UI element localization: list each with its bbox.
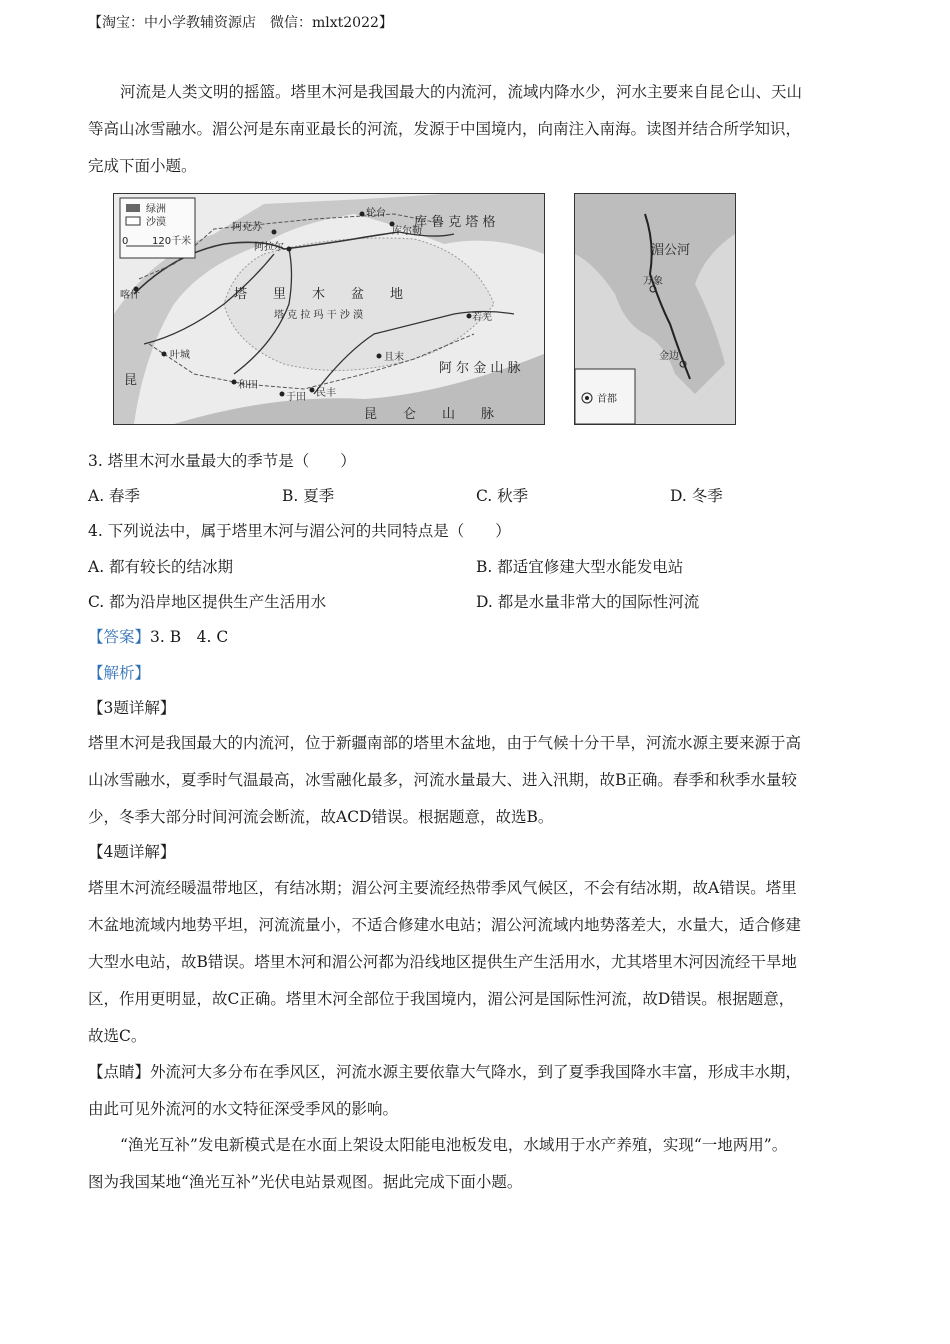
q3-stem: 3. 塔里木河水量最大的季节是（ ） bbox=[88, 452, 356, 470]
label-tarim-basin: 塔 里 木 盆 地 bbox=[234, 287, 404, 302]
q4-option-a: A. 都有较长的结冰期 bbox=[88, 558, 234, 576]
detail4-line-5: 故选C。 bbox=[88, 1027, 147, 1045]
q4-option-c: C. 都为沿岸地区提供生产生活用水 bbox=[88, 593, 327, 611]
detail4-line-4: 区，作用更明显，故C正确。塔里木河全部位于我国境内，湄公河是国际性河流，故D错误。根据题意， bbox=[88, 990, 795, 1008]
city-hetian: 和田 bbox=[238, 380, 258, 391]
q3-option-c: C. 秋季 bbox=[476, 487, 529, 505]
city-ruoqiang: 若羌 bbox=[472, 312, 492, 323]
detail3-title: 【3题详解】 bbox=[88, 699, 176, 717]
next-line-1: “渔光互补”发电新模式是在水面上架设太阳能电池板发电，水域用于水产养殖，实现“一地两用”。 bbox=[120, 1136, 788, 1154]
detail4-title: 【4题详解】 bbox=[88, 843, 176, 861]
tip-line-1: 【点睛】外流河大多分布在季风区，河流水源主要依靠大气降水，到了夏季我国降水丰富，形成丰水期， bbox=[88, 1063, 802, 1081]
city-kuerle: 库尔勒 bbox=[392, 226, 422, 237]
answer-text: 3. B 4. C bbox=[150, 628, 229, 646]
label-mekong: 湄公河 bbox=[651, 243, 691, 258]
q4-stem: 4. 下列说法中，属于塔里木河与湄公河的共同特点是（ ） bbox=[88, 522, 511, 540]
label-kunlun: 昆 仑 山 脉 bbox=[364, 407, 495, 422]
intro-line-1: 河流是人类文明的摇篮。塔里木河是我国最大的内流河，流域内降水少，河水主要来自昆仑山、天山 bbox=[120, 83, 803, 101]
svg-text:0: 0 bbox=[122, 236, 129, 247]
city-luntai: 轮台 bbox=[366, 208, 386, 219]
legend-oasis: 绿洲 bbox=[146, 204, 166, 215]
city-qiemo: 且末 bbox=[384, 352, 404, 363]
city-phnompenh: 金边 bbox=[659, 351, 679, 362]
detail4-line-3: 大型水电站，故B错误。塔里木河和湄公河都为沿线地区提供生产生活用水，尤其塔里木河因流经干旱地 bbox=[88, 953, 797, 971]
next-line-2: 图为我国某地“渔光互补”光伏电站景观图。据此完成下面小题。 bbox=[88, 1173, 523, 1191]
page-header: 【淘宝：中小学教辅资源店 微信：mlxt2022】 bbox=[88, 15, 393, 31]
label-taklamakan: 塔 克 拉 玛 干 沙 漠 bbox=[274, 310, 364, 321]
q3-option-a: A. 春季 bbox=[88, 487, 141, 505]
tarim-basin-map bbox=[113, 193, 545, 425]
city-yecheng: 叶城 bbox=[170, 350, 190, 361]
detail3-line-1: 塔里木河是我国最大的内流河，位于新疆南部的塔里木盆地，由于气候十分干旱，河流水源主要来源于高 bbox=[88, 734, 802, 752]
label-altun: 阿 尔 金 山 脉 bbox=[439, 361, 521, 376]
intro-line-2: 等高山冰雪融水。湄公河是东南亚最长的河流，发源于中国境内，向南注入南海。读图并结合所学知识， bbox=[88, 120, 802, 138]
answer-line bbox=[88, 625, 228, 647]
answer-label: 【答案】 bbox=[88, 628, 151, 646]
q3-option-d: D. 冬季 bbox=[670, 487, 723, 505]
city-kashi: 喀什 bbox=[120, 290, 140, 301]
intro-line-3: 完成下面小题。 bbox=[88, 157, 197, 175]
legend-desert: 沙漠 bbox=[146, 217, 166, 228]
mekong-map bbox=[574, 193, 736, 425]
detail3-line-2: 山冰雪融水，夏季时气温最高，冰雪融化最多，河流水量最大、进入汛期，故B正确。春季和秋季水量较 bbox=[88, 771, 797, 789]
city-akesu: 阿克苏 bbox=[232, 222, 262, 233]
q4-option-b: B. 都适宜修建大型水能发电站 bbox=[476, 558, 684, 576]
detail4-line-1: 塔里木河流经暖温带地区，有结冰期；湄公河主要流经热带季风气候区，不会有结冰期，故A错误。塔里 bbox=[88, 879, 797, 897]
label-kunlun-left: 昆 bbox=[124, 373, 138, 388]
city-minfeng: 民丰 bbox=[316, 388, 336, 399]
label-kuruktag: 库 鲁 克 塔 格 bbox=[414, 215, 496, 230]
q4-option-d: D. 都是水量非常大的国际性河流 bbox=[476, 593, 700, 611]
q3-option-b: B. 夏季 bbox=[282, 487, 335, 505]
city-vientiane: 万象 bbox=[643, 276, 663, 287]
city-alaer: 阿拉尔 bbox=[254, 242, 284, 253]
tip-line-2: 由此可见外流河的水文特征深受季风的影响。 bbox=[88, 1100, 399, 1118]
city-yutian: 于田 bbox=[286, 392, 306, 403]
analysis-label: 【解析】 bbox=[88, 664, 151, 682]
scale-label: 120千米 bbox=[152, 236, 192, 247]
detail4-line-2: 木盆地流域内地势平坦，河流流量小，不适合修建水电站；湄公河流域内地势落差大，水量大，适合修建 bbox=[88, 916, 802, 934]
legend-capital: 首都 bbox=[597, 394, 617, 405]
detail3-line-3: 少，冬季大部分时间河流会断流，故ACD错误。根据题意，故选B。 bbox=[88, 808, 554, 826]
